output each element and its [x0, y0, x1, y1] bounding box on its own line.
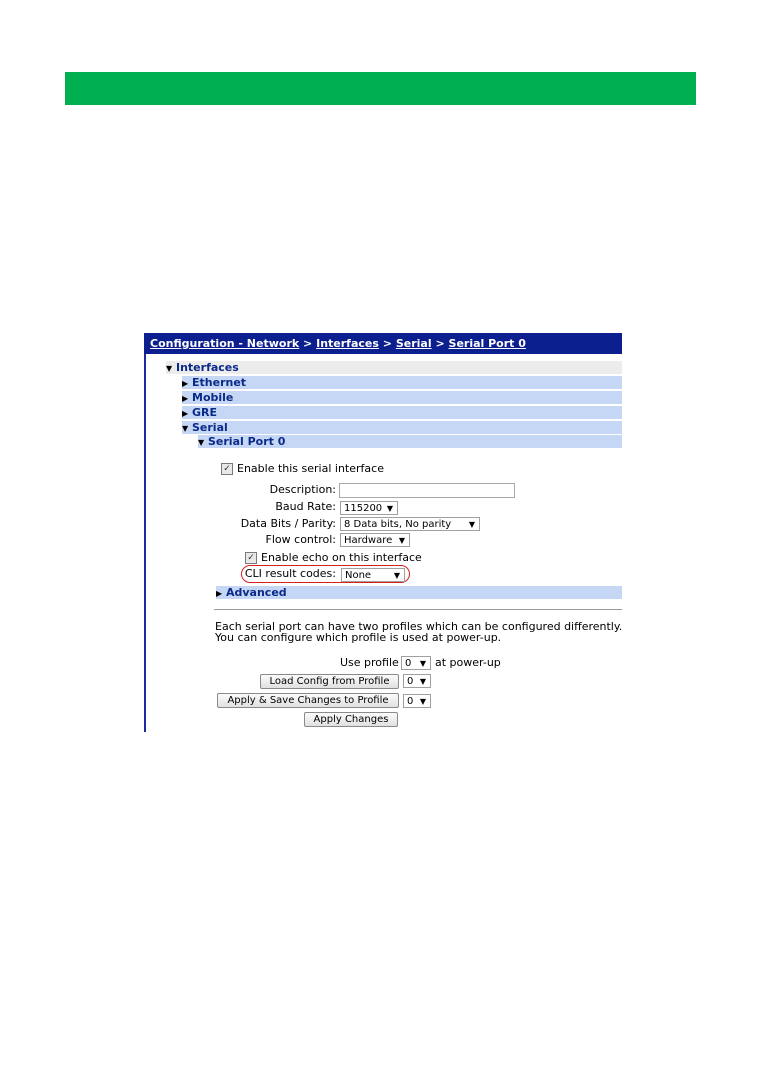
- cli-result-label: CLI result codes:: [244, 567, 336, 580]
- serial-port-config-screenshot: [144, 333, 622, 732]
- data-bits-label: Data Bits / Parity:: [240, 517, 336, 530]
- data-bits-select[interactable]: 8 Data bits, No parity ▼: [340, 517, 480, 531]
- tree-advanced[interactable]: ▶ Advanced: [216, 586, 622, 599]
- breadcrumb-configuration-network[interactable]: Configuration - Network: [150, 337, 300, 350]
- collapsed-triangle-icon: ▶: [216, 589, 223, 598]
- load-config-button[interactable]: Load Config from Profile: [260, 674, 399, 689]
- profile-info-line-2: You can configure which profile is used at power-up.: [215, 631, 502, 644]
- collapsed-triangle-icon: ▶: [182, 394, 189, 403]
- chevron-down-icon: ▼: [468, 520, 475, 529]
- expanded-triangle-icon: ▼: [166, 364, 173, 373]
- breadcrumb-serial[interactable]: Serial: [395, 337, 432, 350]
- breadcrumb-serial-port-0[interactable]: Serial Port 0: [448, 337, 526, 350]
- cli-result-select[interactable]: None ▼: [341, 568, 405, 582]
- breadcrumb-separator: >: [303, 337, 313, 350]
- expanded-triangle-icon: ▼: [182, 424, 189, 433]
- enable-serial-checkbox[interactable]: ✓: [221, 463, 233, 475]
- tree-serial-port-0[interactable]: ▼ Serial Port 0: [198, 435, 622, 448]
- green-banner: [65, 72, 696, 105]
- at-power-up-label: at power-up: [435, 656, 501, 669]
- breadcrumb-separator: >: [382, 337, 392, 350]
- divider: [214, 609, 622, 610]
- expanded-triangle-icon: ▼: [198, 438, 205, 447]
- use-profile-label: Use profile: [340, 656, 399, 669]
- enable-serial-label: Enable this serial interface: [237, 462, 384, 475]
- load-profile-select[interactable]: 0 ▼: [403, 674, 431, 688]
- save-profile-select[interactable]: 0 ▼: [403, 694, 431, 708]
- baud-rate-select[interactable]: 115200 ▼: [340, 501, 398, 515]
- panel-border: [144, 354, 146, 732]
- tree-mobile[interactable]: ▶ Mobile: [182, 391, 622, 404]
- breadcrumb-separator: >: [435, 337, 445, 350]
- use-profile-select[interactable]: 0 ▼: [401, 656, 431, 670]
- chevron-down-icon: ▼: [398, 536, 405, 545]
- enable-echo-label: Enable echo on this interface: [261, 551, 422, 564]
- breadcrumb: [144, 333, 622, 354]
- description-input[interactable]: [339, 483, 515, 498]
- description-label: Description:: [269, 483, 336, 496]
- chevron-down-icon: ▼: [393, 571, 400, 580]
- chevron-down-icon: ▼: [419, 659, 426, 668]
- apply-save-button[interactable]: Apply & Save Changes to Profile: [217, 693, 399, 708]
- chevron-down-icon: ▼: [419, 697, 426, 706]
- baud-rate-label: Baud Rate:: [275, 500, 336, 513]
- tree-serial[interactable]: ▼ Serial: [182, 421, 622, 434]
- breadcrumb-interfaces[interactable]: Interfaces: [316, 337, 379, 350]
- collapsed-triangle-icon: ▶: [182, 379, 189, 388]
- chevron-down-icon: ▼: [386, 504, 393, 513]
- tree-interfaces[interactable]: ▼ Interfaces: [166, 361, 622, 374]
- tree-ethernet[interactable]: ▶ Ethernet: [182, 376, 622, 389]
- flow-control-label: Flow control:: [265, 533, 336, 546]
- chevron-down-icon: ▼: [419, 677, 426, 686]
- flow-control-select[interactable]: Hardware ▼: [340, 533, 410, 547]
- apply-changes-button[interactable]: Apply Changes: [304, 712, 398, 727]
- profile-info-line-1: Each serial port can have two profiles which can be configured differently.: [215, 620, 623, 633]
- enable-echo-checkbox[interactable]: ✓: [245, 552, 257, 564]
- collapsed-triangle-icon: ▶: [182, 409, 189, 418]
- tree-gre[interactable]: ▶ GRE: [182, 406, 622, 419]
